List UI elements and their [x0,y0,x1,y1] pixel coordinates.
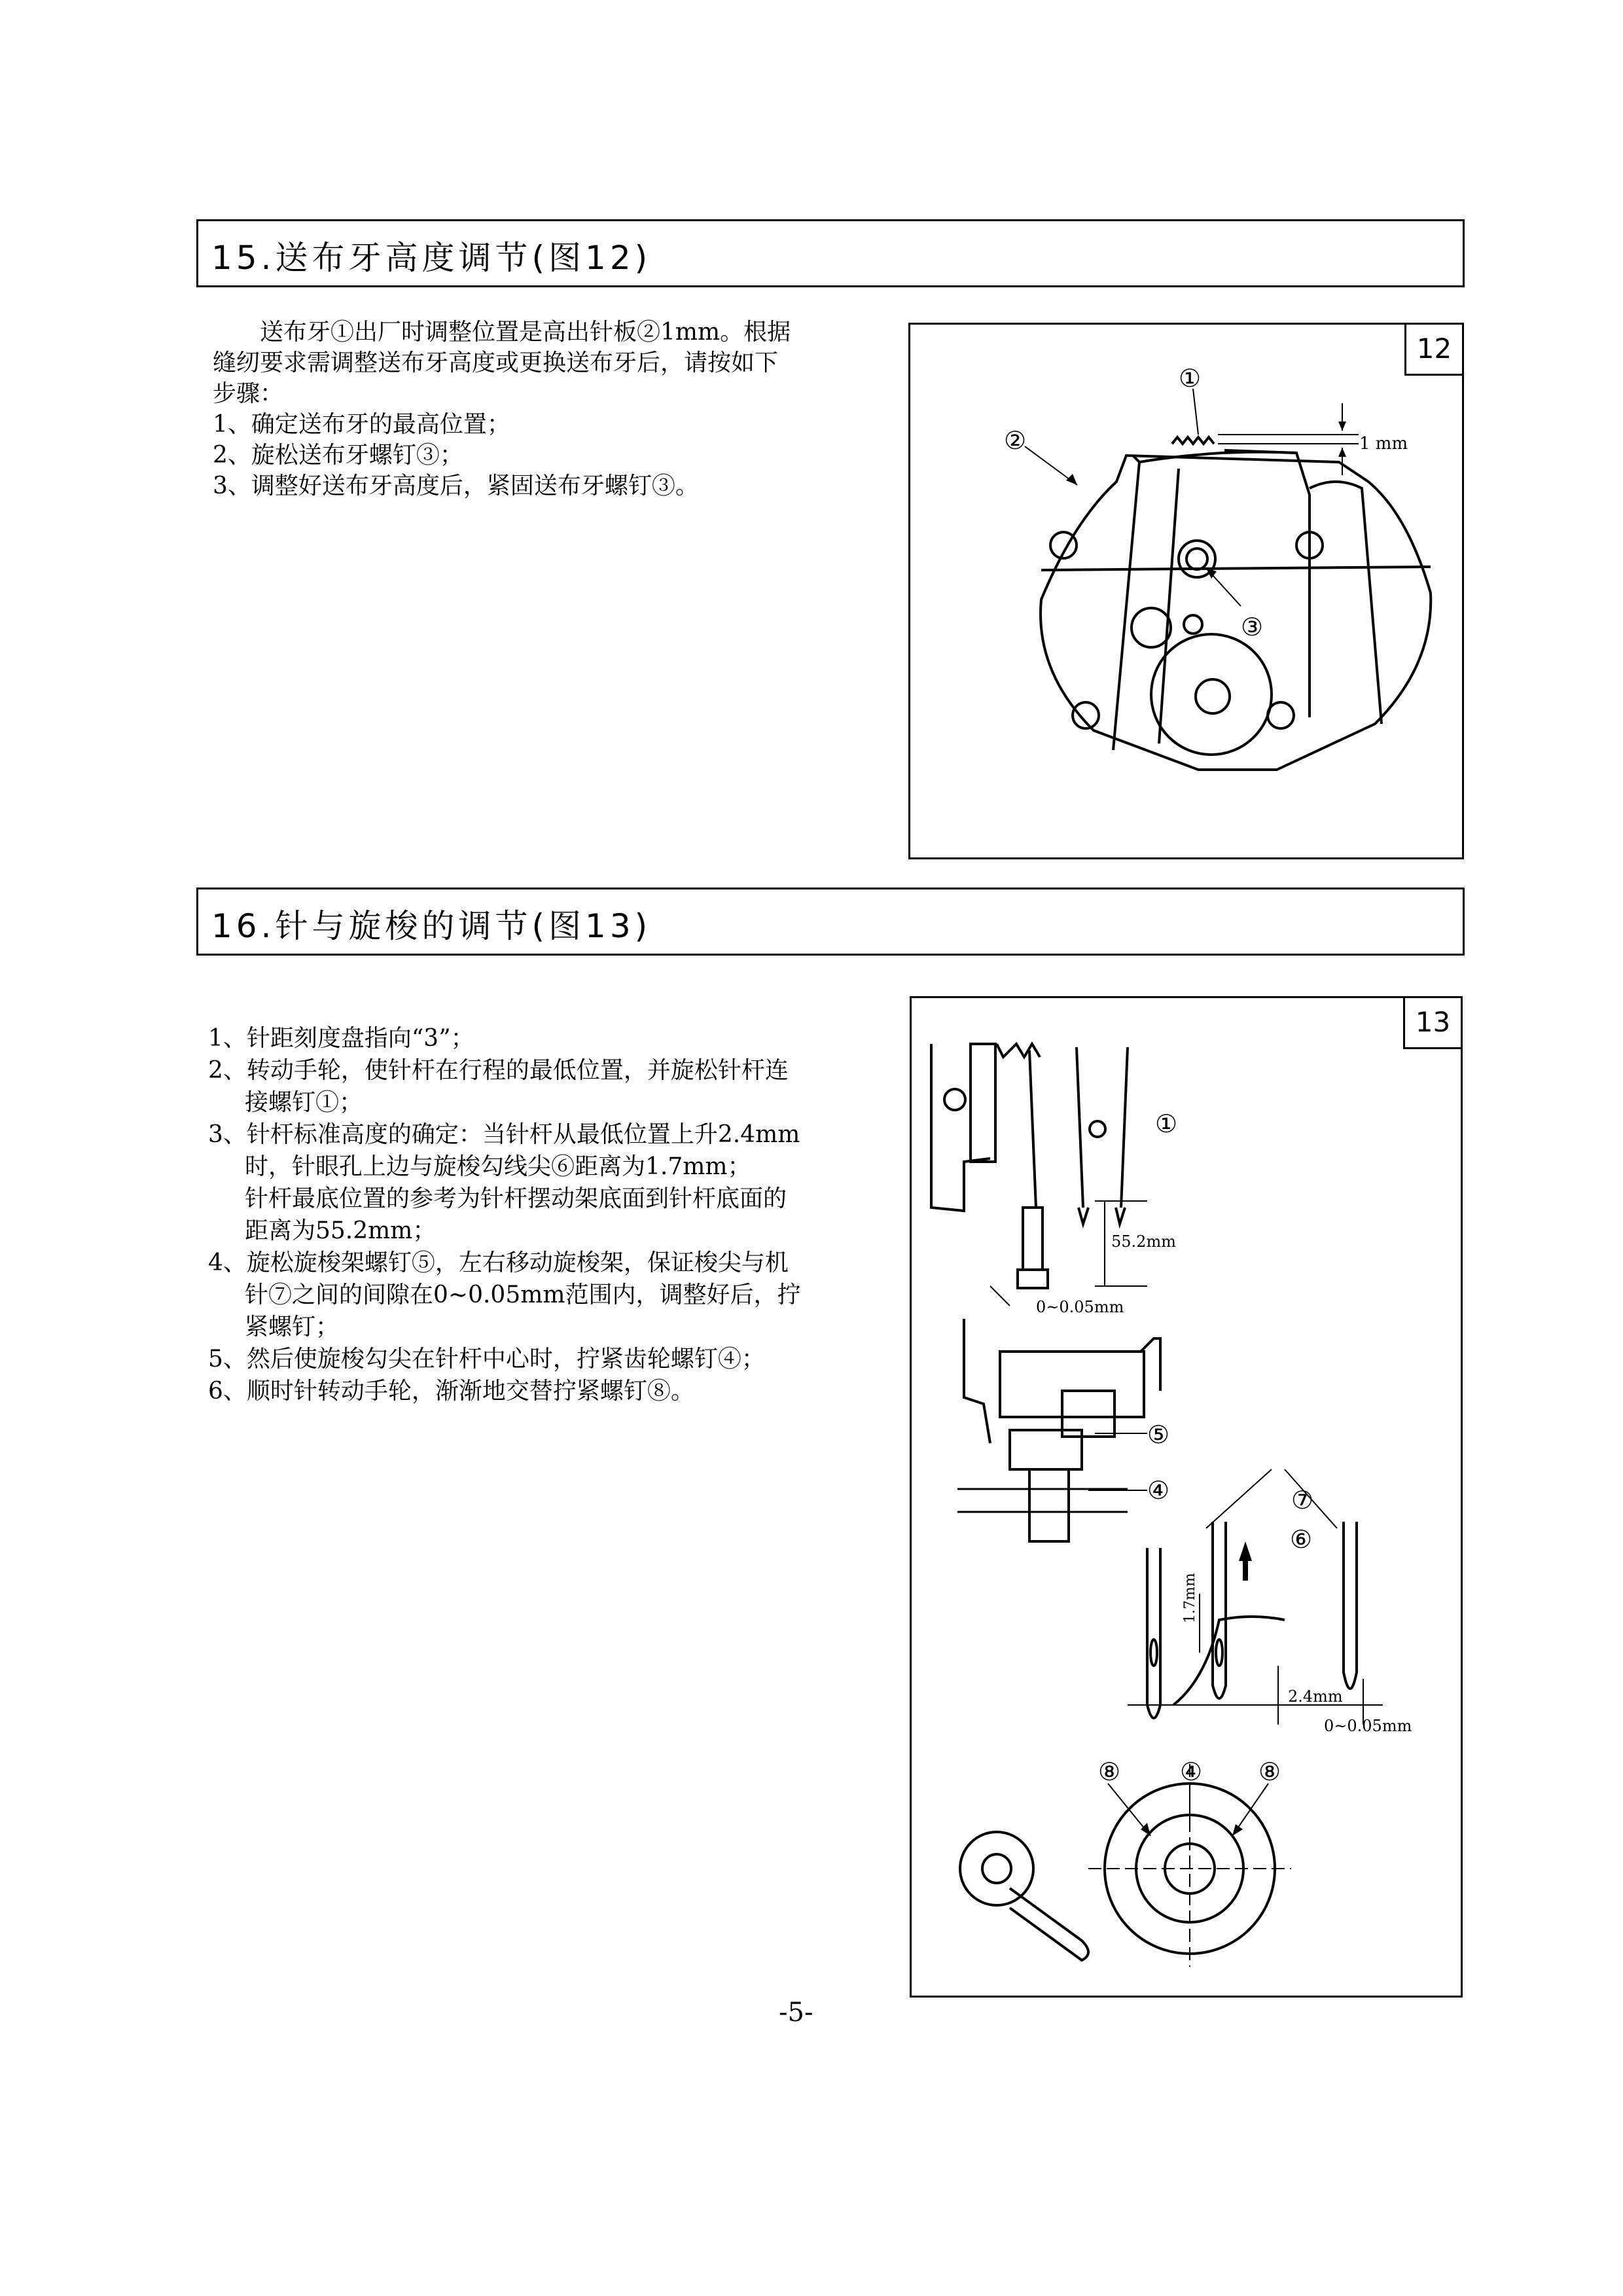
section-15-title: 15.送布牙高度调节(图12) [211,239,652,277]
figure-13 [910,996,1463,1998]
s16-line: 1、针距刻度盘指向“3”； [208,1025,474,1052]
label-1-7mm: 1.7mm [1182,1573,1198,1623]
s16-line: 3、针杆标准高度的确定：当针杆从最低位置上升2.4mm [208,1121,800,1148]
s16-line: 针⑦之间的间隙在0~0.05mm范围内，调整好后，拧 [245,1282,801,1308]
s16-line: 4、旋松旋梭架螺钉⑤，左右移动旋梭架，保证梭尖与机 [208,1249,789,1276]
section-16-header [196,888,1465,956]
section-16-text [208,1022,801,1407]
section-16-title: 16.针与旋梭的调节(图13) [211,907,652,945]
s16-line: 5、然后使旋梭勾尖在针杆中心时，拧紧齿轮螺钉④； [208,1346,765,1372]
label-2-4mm: 2.4mm [1288,1687,1343,1706]
s15-line: 2、旋松送布牙螺钉③； [213,442,463,469]
s15-line: 缝纫要求需调整送布牙高度或更换送布牙后，请按如下 [213,350,779,376]
section-15-text [213,317,791,501]
label-needle-plate: ② [1004,426,1027,455]
label-55-2mm: 55.2mm [1111,1232,1176,1251]
s16-line: 6、顺时针转动手轮，渐渐地交替拧紧螺钉⑧。 [208,1378,694,1405]
figure-13-number: 13 [1403,998,1461,1049]
s15-line: 3、调整好送布牙高度后，紧固送布牙螺钉③。 [213,473,699,499]
s16-line: 时，针眼孔上边与旋梭勾线尖⑥距离为1.7mm； [245,1153,751,1180]
label-feed-dog: ① [1179,364,1202,393]
figure-12 [908,323,1464,859]
label-gap-top: 0~0.05mm [1036,1298,1124,1316]
label-1mm: 1 mm [1359,434,1408,454]
s16-line: 针杆最底位置的参考为针杆摆动架底面到针杆底面的 [245,1185,787,1212]
label-screw-4-bottom: ④ [1180,1757,1203,1786]
s16-line: 距离为55.2mm； [245,1217,437,1244]
label-screw-1: ① [1155,1109,1178,1138]
label-screw-5: ⑤ [1147,1420,1170,1449]
s16-line: 紧螺钉； [245,1314,340,1340]
label-gap-bottom: 0~0.05mm [1324,1717,1412,1735]
figure-12-number: 12 [1404,325,1462,376]
label-screw-8-left: ⑧ [1098,1757,1121,1786]
label-screw-4: ④ [1147,1476,1170,1505]
s15-line: 送布牙①出厂时调整位置是高出针板②1mm。根据 [213,319,791,346]
label-screw-3: ③ [1241,613,1264,641]
label-needle-7: ⑦ [1291,1486,1314,1515]
s15-line: 步骤： [213,380,284,407]
label-screw-8-right: ⑧ [1258,1757,1281,1786]
section-15-header [196,219,1465,287]
label-hook-6: ⑥ [1290,1525,1313,1554]
figure-12-drawing [910,325,1462,857]
s15-line: 1、确定送布牙的最高位置； [213,411,510,438]
s16-line: 2、转动手轮，使针杆在行程的最低位置，并旋松针杆连 [208,1057,789,1084]
page-number: -5- [779,1998,813,2028]
figure-13-drawing [912,998,1461,1996]
s16-line: 接螺钉①； [245,1089,363,1116]
